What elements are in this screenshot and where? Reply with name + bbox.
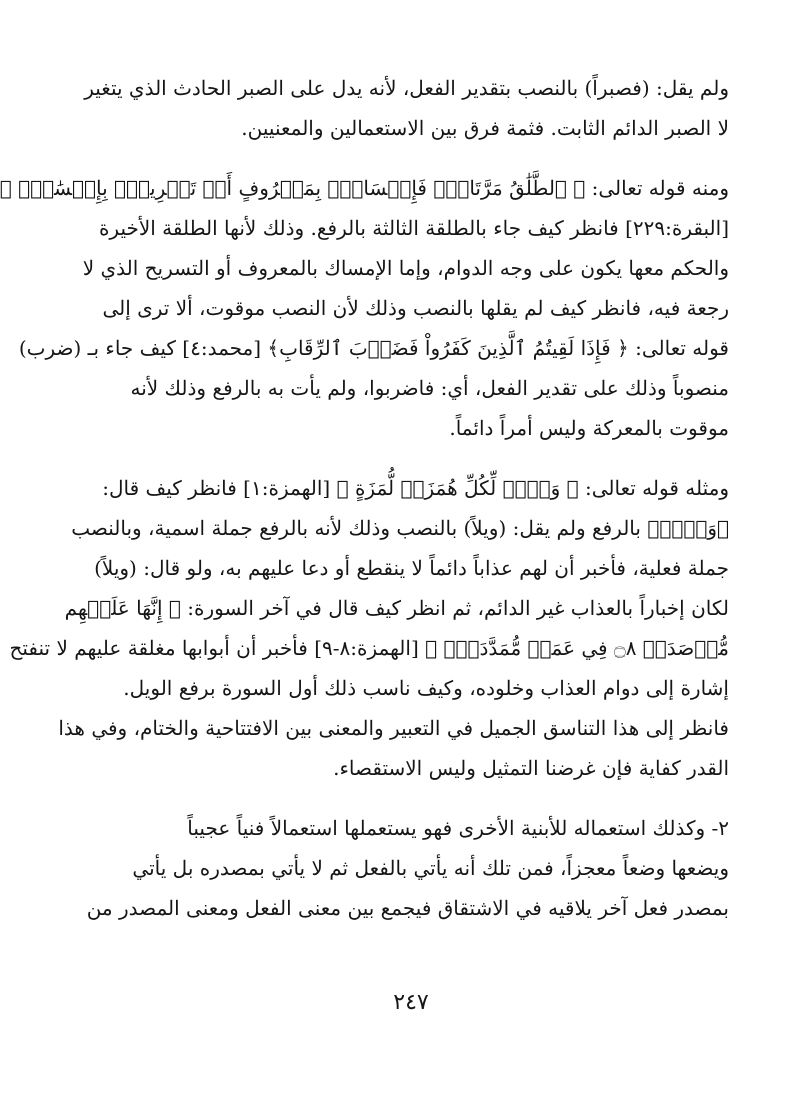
text-line: بمصدر فعل آخر يلاقيه في الاشتقاق فيجمع بين معنى الفعل ومعنى المصدر من [86,896,729,920]
paragraph-2 [0,168,729,448]
text-line: القدر كفاية فإن غرضنا التمثيل وليس الاستقصاء. [333,756,729,780]
text-line: موقوت بالمعركة وليس أمراً دائماً. [449,416,729,440]
paragraph-1 [84,68,729,148]
page-number: ٢٤٧ [393,990,429,1015]
text-line: مُّؤۡصَدَةٞ ۝٨ فِي عَمَدٖ مُّمَدَّدَةِۭ ﴾ [الهمزة:٨-٩] فأخبر أن أبوابها مغلقة عليهم لا تنفتح [9,636,729,660]
text-line: [البقرة:٢٢٩] فانظر كيف جاء بالطلقة الثالثة بالرفع. وذلك لأنها الطلقة الأخيرة [98,216,729,240]
text-line: ومثله قوله تعالى: ﴿ وَيۡلٞ لِّكُلِّ هُمَزَةٖ لُّمَزَةٍ ﴾ [الهمزة:١] فانظر كيف قال: [102,476,729,500]
text-line: منصوباً وذلك على تقدير الفعل، أي: فاضربوا، ولم يأت به بالرفع وذلك لأنه [130,376,729,400]
paragraph-gap [117,788,729,808]
paragraph-3 [9,468,729,788]
text-line: رجعة فيه، فانظر كيف لم يقلها بالنصب وذلك لأن النصب موقوت، ألا ترى إلى [102,296,729,320]
text-line: فانظر إلى هذا التناسق الجميل في التعبير والمعنى بين الافتتاحية والختام، وفي هذا [58,716,729,740]
text-line: والحكم معها يكون على وجه الدوام، وإما الإمساك بالمعروف أو التسريح الذي لا [82,256,729,280]
text-line: إشارة إلى دوام العذاب وخلوده، وكيف ناسب ذلك أول السورة برفع الويل. [123,676,729,700]
text-line: ومنه قوله تعالى: ﴿ ٱلطَّلَٰقُ مَرَّتَانِۖ فَإِمۡسَاكُۢ بِمَعۡرُوفٍ أَوۡ تَسۡرِيحُۢ بِإِحۡسَٰنٖۗ ﴾ [0,176,729,200]
text-line: ولم يقل: (فصبراً) بالنصب بتقدير الفعل، لأنه يدل على الصبر الحادث الذي يتغير [84,76,729,100]
paragraph-gap [117,448,729,468]
paragraph-gap [117,148,729,168]
page-body [0,68,729,928]
text-line: لا الصبر الدائم الثابت. فثمة فرق بين الاستعمالين والمعنيين. [241,116,729,140]
text-line: لكان إخباراً بالعذاب غير الدائم، ثم انظر كيف قال في آخر السورة: ﴿ إِنَّهَا عَلَيۡهِم [64,596,729,620]
text-line: جملة فعلية، فأخبر أن لهم عذاباً دائماً لا ينقطع أو دعا عليهم به، ولو قال: (ويلاً) [94,556,729,580]
text-line: ﴿وَيۡلٞ﴾ بالرفع ولم يقل: (ويلاً) بالنصب وذلك لأنه بالرفع جملة اسمية، وبالنصب [71,516,729,540]
paragraph-4 [86,808,729,928]
text-line: قوله تعالى: ﴿ فَإِذَا لَقِيتُمُ ٱلَّذِينَ كَفَرُواْ فَضَرۡبَ ٱلرِّقَابِ﴾ [محمد:٤] كيف جاء بـ (ضرب) [18,336,729,360]
text-line: ويضعها وضعاً معجزاً، فمن تلك أنه يأتي بالفعل ثم لا يأتي بمصدره بل يأتي [132,856,729,880]
text-line: ٢- وكذلك استعماله للأبنية الأخرى فهو يستعملها استعمالاً فنياً عجيباً [187,816,729,840]
